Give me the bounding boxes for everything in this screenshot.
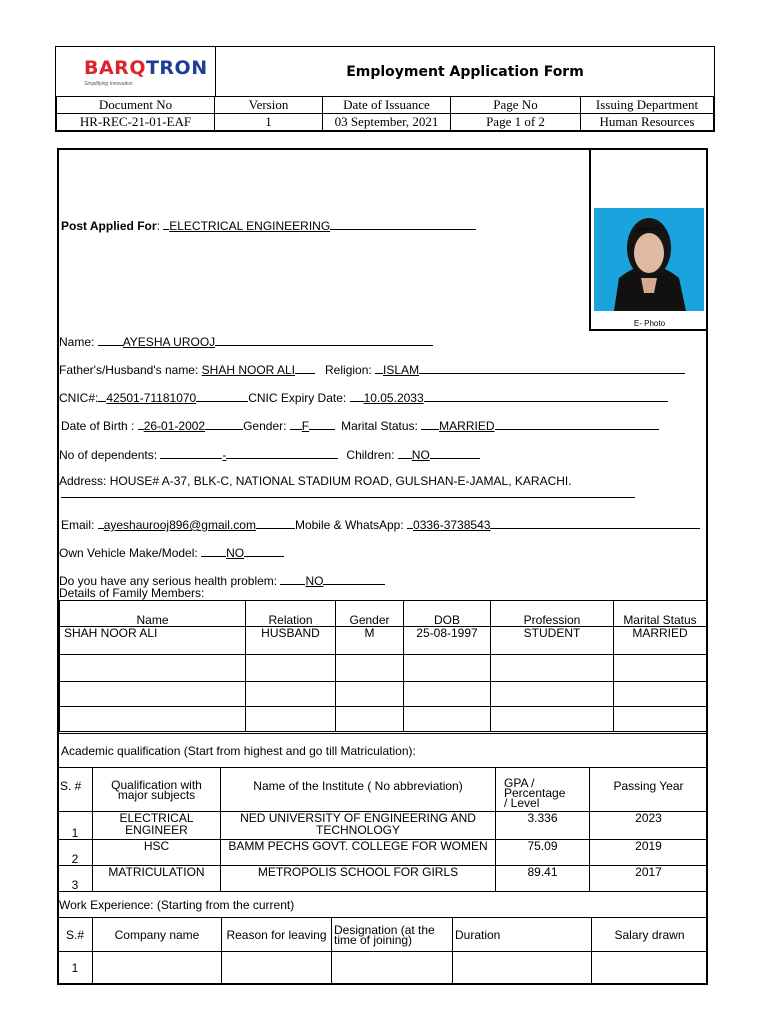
- table-row: [58, 952, 708, 984]
- family-header-gender: Gender: [336, 601, 404, 627]
- dob-label: Date of Birth :: [61, 419, 138, 433]
- logo-text-part2: TRON: [145, 57, 208, 79]
- family-cell[interactable]: [60, 682, 246, 707]
- family-cell[interactable]: [614, 707, 707, 732]
- email-value[interactable]: ayeshaurooj896@gmail.com: [103, 518, 256, 532]
- company-logo: [56, 47, 216, 97]
- vehicle-line: [59, 544, 284, 560]
- family-cell[interactable]: HUSBAND: [246, 627, 336, 655]
- work-experience-table: [57, 917, 708, 984]
- family-header-name: Name: [60, 601, 246, 627]
- father-label: Father's/Husband's name:: [59, 363, 202, 377]
- family-cell[interactable]: [60, 707, 246, 732]
- family-header-marital: Marital Status: [614, 601, 707, 627]
- academic-header-qualification: Qualification with major subjects: [93, 768, 221, 812]
- children-label: Children:: [346, 448, 398, 462]
- family-section-title: Details of Family Members:: [59, 586, 205, 600]
- logo-tagline: Simplifying Innovation: [84, 81, 133, 87]
- version-value: 1: [215, 114, 323, 131]
- academic-header-institute: Name of the Institute ( No abbreviation): [221, 768, 496, 812]
- post-label: Post Applied For: [61, 219, 157, 233]
- family-cell[interactable]: [404, 682, 491, 707]
- department-value: Human Resources: [581, 114, 714, 131]
- academic-cell[interactable]: MATRICULATION: [93, 866, 221, 892]
- academic-cell[interactable]: 2019: [590, 840, 708, 866]
- academic-header-sno: S. #: [58, 768, 93, 812]
- doc-no-value: HR-REC-21-01-EAF: [57, 114, 215, 131]
- religion-value[interactable]: ISLAM: [383, 363, 420, 377]
- family-cell[interactable]: [336, 707, 404, 732]
- dependents-label: No of dependents:: [59, 448, 161, 462]
- cnic-line: [59, 389, 668, 405]
- academic-cell[interactable]: 75.09: [496, 840, 590, 866]
- family-cell[interactable]: [336, 655, 404, 682]
- work-header-designation: Designation (at the time of joining): [332, 918, 453, 952]
- work-cell[interactable]: [332, 952, 453, 984]
- table-row: [58, 840, 708, 866]
- family-cell[interactable]: [614, 655, 707, 682]
- address-underline: [61, 497, 635, 498]
- family-cell[interactable]: [491, 655, 614, 682]
- family-members-table: [59, 600, 707, 732]
- academic-cell[interactable]: 2017: [590, 866, 708, 892]
- work-cell[interactable]: [93, 952, 222, 984]
- marital-value[interactable]: MARRIED: [439, 419, 495, 433]
- marital-label: Marital Status:: [341, 419, 422, 433]
- doc-no-header: Document No: [57, 97, 215, 114]
- divider: [57, 733, 708, 734]
- post-colon: :: [156, 219, 164, 233]
- family-cell[interactable]: 25-08-1997: [404, 627, 491, 655]
- table-row: [58, 812, 708, 840]
- father-line: [59, 361, 685, 377]
- family-cell[interactable]: M: [336, 627, 404, 655]
- family-header-dob: DOB: [404, 601, 491, 627]
- table-row: [60, 655, 707, 682]
- work-header-duration: Duration: [453, 918, 592, 952]
- issuance-date-header: Date of Issuance: [323, 97, 451, 114]
- cnic-label: CNIC#:: [59, 391, 99, 405]
- family-cell[interactable]: [491, 682, 614, 707]
- version-header: Version: [215, 97, 323, 114]
- family-cell[interactable]: STUDENT: [491, 627, 614, 655]
- post-value[interactable]: ELECTRICAL ENGINEERING: [169, 219, 331, 233]
- form-title: Employment Application Form: [346, 64, 584, 80]
- health-value[interactable]: NO: [305, 574, 324, 588]
- mobile-value[interactable]: 0336-3738543: [413, 518, 491, 532]
- gender-label: Gender:: [243, 419, 290, 433]
- work-header-sno: S.#: [58, 918, 93, 952]
- document-info-table: [56, 96, 714, 131]
- email-label: Email:: [61, 518, 98, 532]
- family-cell[interactable]: [246, 655, 336, 682]
- family-cell[interactable]: [614, 682, 707, 707]
- academic-cell: 3: [58, 866, 93, 892]
- photo-caption: E- Photo: [633, 319, 666, 328]
- work-cell[interactable]: [453, 952, 592, 984]
- academic-cell[interactable]: 2023: [590, 812, 708, 840]
- address-label: Address:: [59, 474, 110, 488]
- academic-cell: 1: [58, 812, 93, 840]
- work-cell[interactable]: [592, 952, 708, 984]
- family-cell[interactable]: MARRIED: [614, 627, 707, 655]
- dependents-value[interactable]: -: [222, 448, 227, 462]
- family-header-relation: Relation: [246, 601, 336, 627]
- name-label: Name:: [59, 335, 98, 349]
- family-cell[interactable]: [491, 707, 614, 732]
- academic-cell[interactable]: NED UNIVERSITY OF ENGINEERING AND TECHNOLOGY: [221, 812, 496, 840]
- religion-label: Religion:: [325, 363, 376, 377]
- academic-cell[interactable]: ELECTRICAL ENGINEER: [93, 812, 221, 840]
- vehicle-value[interactable]: NO: [226, 546, 245, 560]
- health-label: Do you have any serious health problem:: [59, 574, 281, 588]
- family-header-profession: Profession: [491, 601, 614, 627]
- children-value[interactable]: NO: [411, 448, 430, 462]
- work-cell: 1: [58, 952, 93, 984]
- academic-cell[interactable]: 89.41: [496, 866, 590, 892]
- academic-header-gpa: GPA / Percentage / Level: [496, 768, 590, 812]
- name-line: [59, 333, 433, 349]
- work-cell[interactable]: [222, 952, 332, 984]
- table-row: [60, 627, 707, 655]
- academic-cell[interactable]: 3.336: [496, 812, 590, 840]
- academic-cell[interactable]: HSC: [93, 840, 221, 866]
- father-value[interactable]: SHAH NOOR ALI: [201, 363, 296, 377]
- logo-text-part1: BARQ: [84, 57, 146, 79]
- work-section-title: Work Experience: (Starting from the current): [59, 898, 295, 912]
- address-value[interactable]: HOUSE# A-37, BLK-C, NATIONAL STADIUM ROAD, GULSHAN-E-JAMAL, KARACHI.: [109, 474, 572, 488]
- dependents-line: [59, 446, 480, 462]
- issuance-date-value: 03 September, 2021: [323, 114, 451, 131]
- address-line: [59, 474, 572, 488]
- dob-value[interactable]: 26-01-2002: [143, 419, 206, 433]
- vehicle-label: Own Vehicle Make/Model:: [59, 546, 202, 560]
- page-no-value: Page 1 of 2: [451, 114, 581, 131]
- mobile-label: Mobile & WhatsApp:: [294, 518, 408, 532]
- family-cell[interactable]: [246, 682, 336, 707]
- family-cell[interactable]: [60, 655, 246, 682]
- work-header-reason: Reason for leaving: [222, 918, 332, 952]
- academic-cell[interactable]: BAMM PECHS GOVT. COLLEGE FOR WOMEN: [221, 840, 496, 866]
- academic-cell[interactable]: METROPOLIS SCHOOL FOR GIRLS: [221, 866, 496, 892]
- email-line: [61, 516, 700, 532]
- photo-box: [589, 148, 708, 331]
- work-header-company: Company name: [93, 918, 222, 952]
- family-cell[interactable]: [336, 682, 404, 707]
- gender-value[interactable]: F: [301, 419, 310, 433]
- work-header-salary: Salary drawn: [592, 918, 708, 952]
- academic-header-year: Passing Year: [590, 768, 708, 812]
- academic-cell: 2: [58, 840, 93, 866]
- table-row: [60, 682, 707, 707]
- table-row: [58, 866, 708, 892]
- family-cell[interactable]: [404, 707, 491, 732]
- document-header: [55, 46, 715, 132]
- cnic-expiry-label: CNIC Expiry Date:: [248, 391, 350, 405]
- cnic-value[interactable]: 42501-71181070: [106, 391, 197, 405]
- applicant-photo: [594, 208, 704, 311]
- department-header: Issuing Department: [581, 97, 714, 114]
- dob-line: [61, 417, 659, 433]
- family-cell[interactable]: [246, 707, 336, 732]
- post-applied-line: [61, 217, 476, 233]
- family-cell[interactable]: SHAH NOOR ALI: [60, 627, 246, 655]
- name-value[interactable]: AYESHA UROOJ: [122, 335, 216, 349]
- family-cell[interactable]: [404, 655, 491, 682]
- page-no-header: Page No: [451, 97, 581, 114]
- table-row: [60, 707, 707, 732]
- academic-section-title: Academic qualification (Start from highest and go till Matriculation):: [61, 744, 416, 758]
- academic-table: [57, 767, 708, 892]
- cnic-expiry-value[interactable]: 10.05.2033: [363, 391, 424, 405]
